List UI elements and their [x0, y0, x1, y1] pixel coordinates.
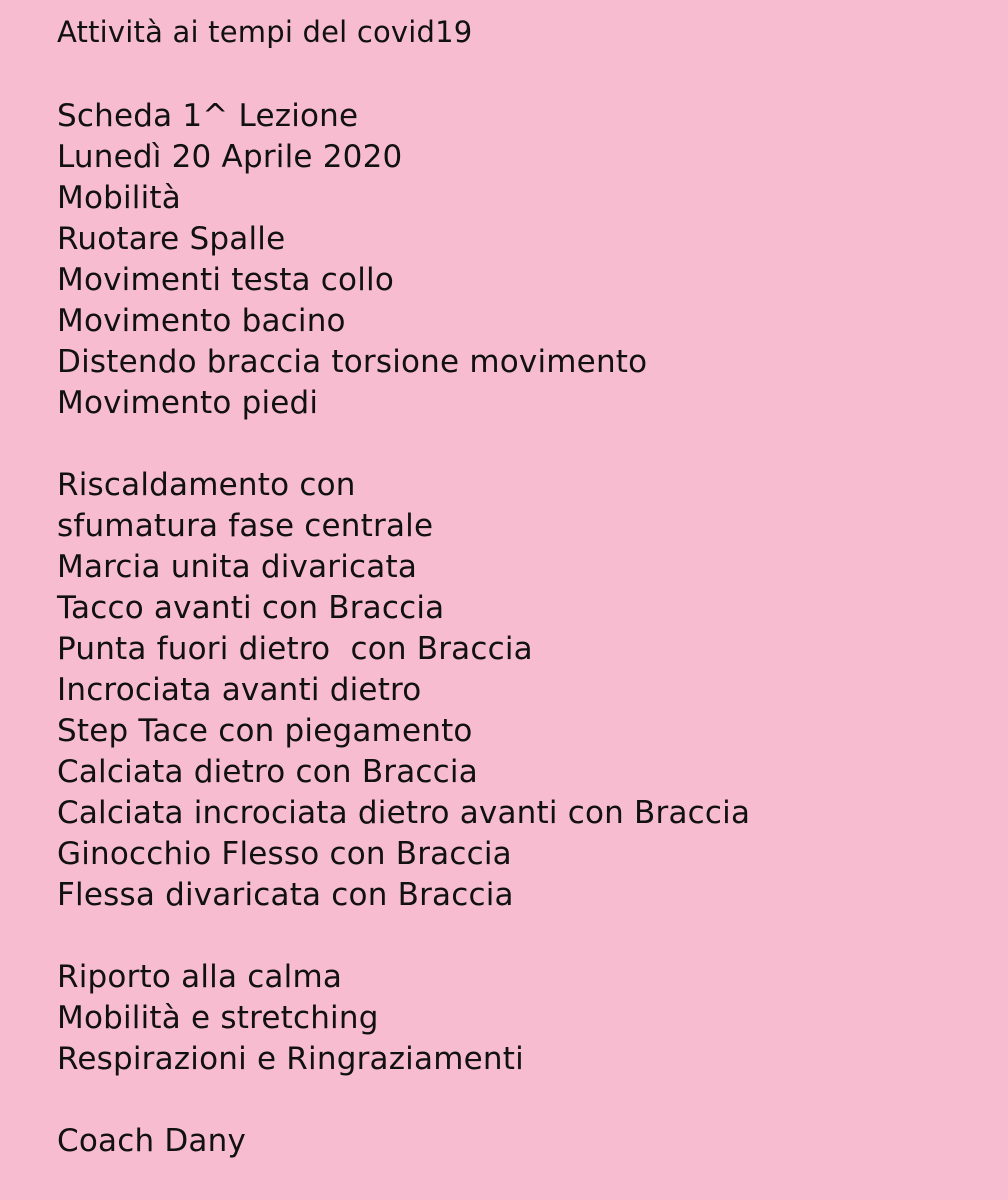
text-line: Ruotare Spalle [57, 221, 286, 257]
text-line: Movimento piedi [57, 385, 319, 421]
text-line: Lunedì 20 Aprile 2020 [57, 139, 403, 175]
text-line: Marcia unita divaricata [57, 549, 418, 585]
text-line: Mobilità e stretching [57, 1000, 379, 1036]
signature: Coach Dany [57, 1123, 247, 1159]
text-line: Punta fuori dietro con Braccia [57, 631, 533, 667]
text-line: Distendo braccia torsione movimento [57, 344, 648, 380]
text-line: Riscaldamento con [57, 467, 356, 503]
text-line: Riporto alla calma [57, 959, 343, 995]
text-line: Mobilità [57, 180, 181, 216]
section-cooldown [57, 957, 1008, 1080]
section-warmup [57, 465, 1008, 916]
text-line: Step Tace con piegamento [57, 713, 473, 749]
text-line: Respirazioni e Ringraziamenti [57, 1041, 524, 1077]
text-line: Incrociata avanti dietro [57, 672, 422, 708]
text-line: Flessa divaricata con Braccia [57, 877, 514, 913]
text-line: Calciata dietro con Braccia [57, 754, 478, 790]
text-line: Movimento bacino [57, 303, 346, 339]
section-spacer [57, 1080, 1008, 1121]
text-line: Tacco avanti con Braccia [57, 590, 445, 626]
text-line: Calciata incrociata dietro avanti con Braccia [57, 795, 751, 831]
section-spacer [57, 424, 1008, 465]
text-line: Scheda 1^ Lezione [57, 98, 359, 134]
text-line: sfumatura fase centrale [57, 508, 434, 544]
section-mobility [57, 96, 1008, 424]
section-spacer [57, 916, 1008, 957]
document-title: Attività ai tempi del covid19 [57, 15, 473, 49]
text-line: Ginocchio Flesso con Braccia [57, 836, 512, 872]
text-line: Movimenti testa collo [57, 262, 394, 298]
